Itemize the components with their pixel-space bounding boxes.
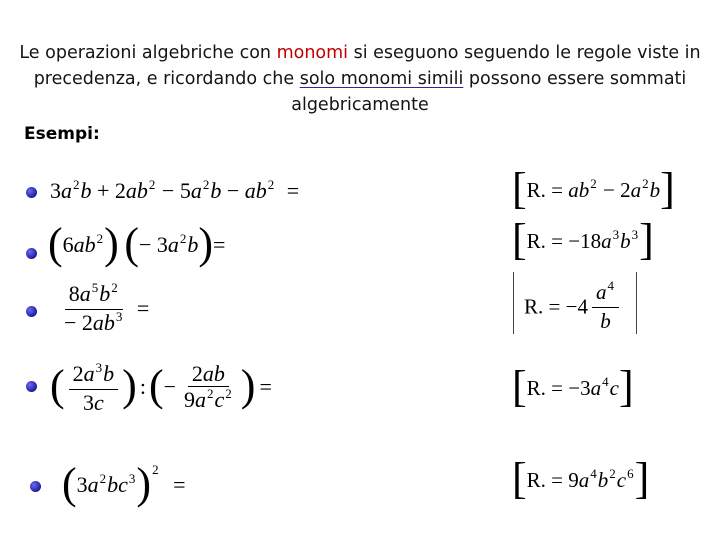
intro-paragraph bbox=[10, 40, 710, 118]
fraction: $\frac{8a^5b^2}{- 2ab^3}$ bbox=[64, 280, 123, 335]
intro-underlined-text: solo monomi simili bbox=[299, 69, 464, 89]
answer-1: [R. = $ab^2 - 2a^2b$] bbox=[512, 164, 675, 213]
bullet-icon bbox=[26, 248, 37, 259]
answer-4: [R. = $-3a^4c$] bbox=[512, 362, 634, 411]
exercise-4-expression: ( $\frac{2a^3b}{3c}$ ) :(− $\frac{2ab}{9a^2c^2}$ ) = bbox=[50, 360, 272, 415]
bullet-icon bbox=[26, 187, 37, 198]
exercise-5-expression: $(3a^2bc^3)^2$ = bbox=[62, 459, 186, 508]
bullet-icon bbox=[26, 381, 37, 392]
fraction: $\frac{2a^3b}{3c}$ bbox=[69, 362, 119, 416]
examples-heading: Esempi: bbox=[24, 124, 100, 144]
intro-highlight-monomi: monomi bbox=[276, 43, 349, 63]
exercise-3-expression: $\frac{8a^5b^2}{- 2ab^3}$ = bbox=[56, 282, 149, 339]
bullet-icon bbox=[26, 306, 37, 317]
intro-text-3: possono essere sommati algebricamente bbox=[291, 69, 687, 115]
fraction: $\frac{a^4}{b}$ bbox=[592, 280, 619, 334]
answer-5: [R. = $9a^4b^2c^6$] bbox=[512, 454, 650, 503]
answer-2: [R. = $-18a^3b^3$] bbox=[512, 215, 654, 264]
intro-text-2: si eseguono seguendo le regole viste in precedenza, e ricordando che bbox=[33, 43, 701, 89]
answer-3: R. = −4 $\frac{a^4}{b}$ bbox=[524, 280, 623, 334]
exercise-2-expression: $(6ab^2)$ (− $3a^2b)=$ bbox=[48, 219, 226, 268]
bullet-icon bbox=[30, 481, 41, 492]
intro-text-1: Le operazioni algebriche con bbox=[19, 43, 277, 63]
fraction: $\frac{2ab}{9a^2c^2}$ bbox=[184, 361, 232, 412]
exercise-1-expression: $3a^2b + 2ab^2 - 5a^2b - ab^2$ = bbox=[50, 177, 300, 203]
